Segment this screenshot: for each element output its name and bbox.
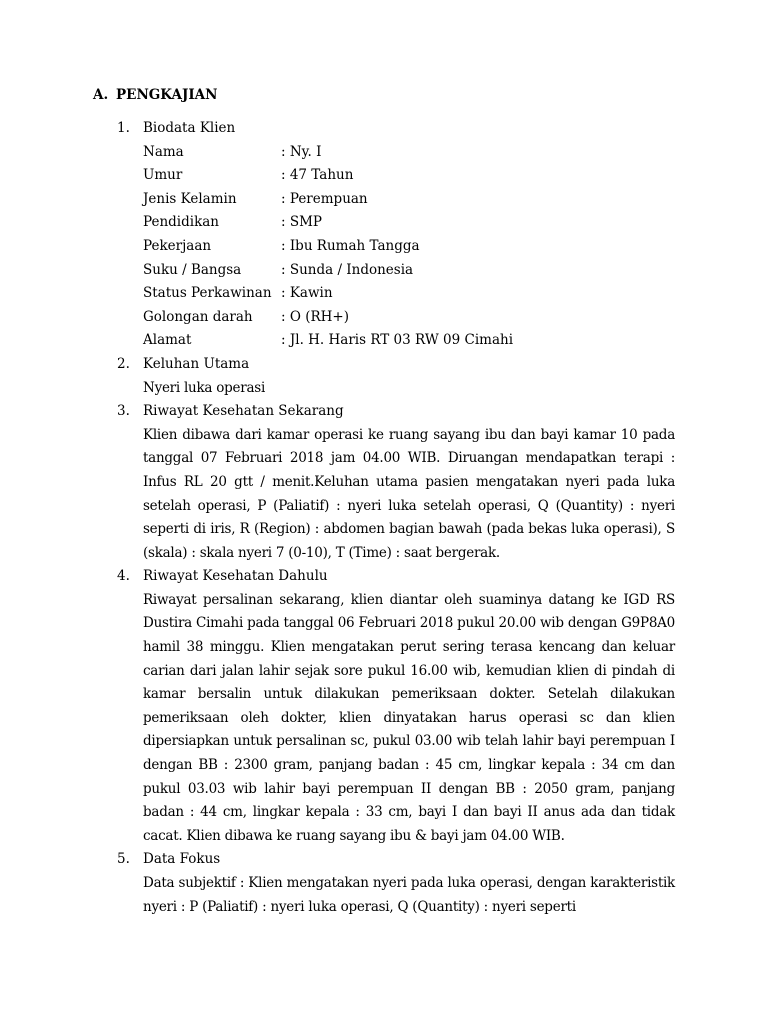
list-item-title: Riwayat Kesehatan Dahulu <box>143 568 328 585</box>
document-body <box>117 117 675 919</box>
biodata-label-status-perkawinan: Status Perkawinan <box>143 285 272 302</box>
list-item-number: 2. <box>117 355 130 372</box>
biodata-label-jenis-kelamin: Jenis Kelamin <box>143 190 237 207</box>
biodata-label-pendidikan: Pendidikan <box>143 214 220 231</box>
biodata-label-alamat: Alamat <box>143 332 192 349</box>
section-heading-title: PENGKAJIAN <box>116 87 218 103</box>
list-item-title: Keluhan Utama <box>143 355 250 372</box>
biodata-value-umur: : 47 Tahun <box>281 167 354 184</box>
biodata-label-golongan-darah: Golongan darah <box>143 308 253 325</box>
list-item-riwayat-kesehatan-sekarang <box>117 400 675 565</box>
list-item-paragraph: Nyeri luka operasi <box>143 379 266 396</box>
list-item-paragraph: Klien dibawa dari kamar operasi ke ruang sayang ibu dan bayi kamar 10 pada tanggal 07 Februari 2018 jam 04.00 WIB. Diruangan mendapatkan terapi : Infus RL 20 gtt / menit.Keluhan utama pasien mengatakan nyeri pada luka setelah operasi, P (Paliatif) : nyeri luka setelah operasi, Q (Quantity) : nyeri seperti di iris, R (Region) : abdomen bagian bawah (pada bekas luka operasi), S (skala) : skala nyeri 7 (0-10), T (Time) : saat bergerak. <box>143 426 675 561</box>
list-item-keluhan-utama <box>117 353 675 400</box>
biodata-label-suku-bangsa: Suku / Bangsa <box>143 261 242 278</box>
list-item-title: Biodata Klien <box>143 120 236 136</box>
biodata-table <box>143 141 675 353</box>
list-item-data-fokus <box>117 848 675 919</box>
biodata-value-pekerjaan: : Ibu Rumah Tangga <box>281 237 420 254</box>
list-item-paragraph: Riwayat persalinan sekarang, klien diantar oleh suaminya datang ke IGD RS Dustira Cimahi pada tanggal 06 Februari 2018 pukul 20.00 wib dengan G9P8A0 hamil 38 minggu. Klien mengatakan perut sering terasa kencang dan keluar carian dari jalan lahir sejak sore pukul 16.00 wib, kemudian klien di pindah di kamar bersalin untuk dilakukan pemeriksaan dokter. Setelah dilakukan pemeriksaan oleh dokter, klien dinyatakan harus operasi sc dan klien dipersiapkan untuk persalinan sc, pukul 03.00 wib telah lahir bayi perempuan I dengan BB : 2300 gram, panjang badan : 45 cm, lingkar kepala : 34 cm dan pukul 03.03 wib lahir bayi perempuan II dengan BB : 2050 gram, panjang badan : 44 cm, lingkar kepala : 33 cm, bayi I dan bayi II anus ada dan tidak cacat. Klien dibawa ke ruang sayang ibu & bayi jam 04.00 WIB. <box>143 591 675 844</box>
list-item-title: Riwayat Kesehatan Sekarang <box>143 403 344 420</box>
list-item-title: Data Fokus <box>143 851 221 868</box>
list-item-paragraph: Data subjektif : Klien mengatakan nyeri pada luka operasi, dengan karakteristik nyeri : P (Paliatif) : nyeri luka operasi, Q (Quantity) : nyeri seperti <box>143 875 675 915</box>
biodata-value-jenis-kelamin: : Perempuan <box>281 190 368 207</box>
biodata-value-alamat: : Jl. H. Haris RT 03 RW 09 Cimahi <box>281 332 514 349</box>
biodata-value-golongan-darah: : O (RH+) <box>281 308 349 325</box>
biodata-label-umur: Umur <box>143 167 183 184</box>
biodata-label-pekerjaan: Pekerjaan <box>143 237 212 254</box>
list-item-riwayat-kesehatan-dahulu <box>117 565 675 848</box>
biodata-value-pendidikan: : SMP <box>281 214 322 231</box>
section-heading-number: A. <box>93 87 109 103</box>
section-heading <box>93 85 218 105</box>
biodata-value-status-perkawinan: : Kawin <box>281 285 333 302</box>
list-item-number: 3. <box>117 403 130 420</box>
biodata-value-nama: : Ny. I <box>281 143 322 160</box>
biodata-label-nama: Nama <box>143 143 184 160</box>
biodata-value-suku-bangsa: : Sunda / Indonesia <box>281 261 414 278</box>
list-item-number: 1. <box>117 120 130 136</box>
list-item-number: 4. <box>117 568 130 585</box>
list-item-biodata <box>117 117 675 353</box>
list-item-number: 5. <box>117 851 130 868</box>
